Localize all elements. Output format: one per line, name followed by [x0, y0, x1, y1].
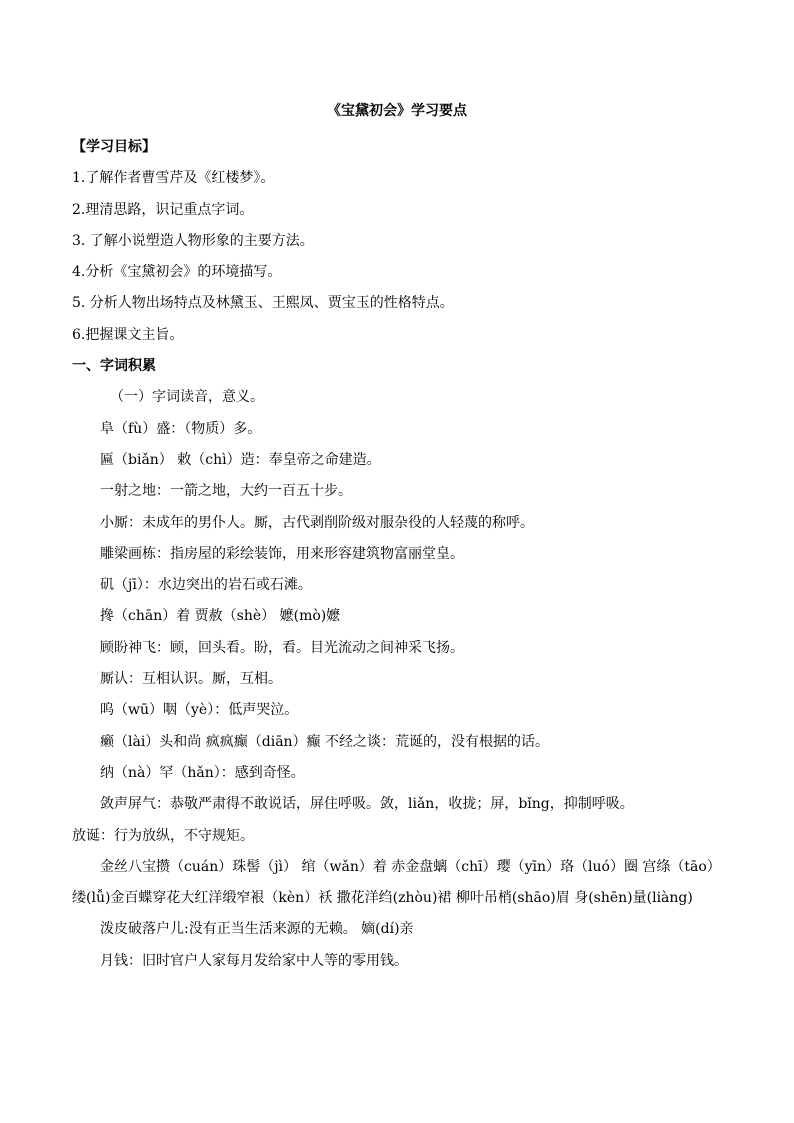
subsection-heading: （一）字词读音，意义。: [110, 389, 264, 406]
vocab-item: 顾盼神飞：顾，回头看。盼，看。目光流动之间神采飞扬。: [100, 639, 464, 656]
vocab-item: 雕梁画栋：指房屋的彩绘装饰，用来形容建筑物富丽堂皇。: [100, 545, 464, 562]
objective-item: 1.了解作者曹雪芹及《红楼梦》。: [72, 170, 275, 187]
vocab-item: 呜（wū）咽（yè）：低声哭泣。: [100, 702, 299, 719]
vocab-paragraph: 敛声屏气：恭敬严肃得不敢说话，屏住呼吸。敛，liǎn，收拢；屏，bǐng，抑制呼吸。: [100, 796, 634, 813]
vocab-item: 厮认：互相认识。厮，互相。: [100, 671, 282, 688]
document-body: [72, 132, 722, 977]
document-title: 《宝黛初会》学习要点: [327, 103, 467, 119]
vocab-item: 月钱：旧时官户人家每月发给家中人等的零用钱。: [100, 952, 408, 969]
vocab-item: 搀（chān）着 贾赦（shè） 嬷(mò)嬷: [100, 608, 341, 625]
vocab-paragraph: 金丝八宝攒（cuán）珠髻（jì） 绾（wǎn）着 赤金盘螭（chī）璎（yīn）珞（luó）圈 宫绦（tāo） 缕(lǚ)金百蝶穿花大红洋缎窄裉（kèn）袄 撒花洋绉(zhòu)裙 柳叶吊梢(shāo)眉 身(shēn)量(liàng): [72, 858, 721, 907]
vocab-item: 匾（biǎn） 敕（chì）造：奉皇帝之命建造。: [100, 451, 381, 468]
vocab-item: 矶（jī）：水边突出的岩石或石滩。: [100, 577, 312, 594]
section-heading: 一、字词积累: [72, 358, 156, 375]
objective-item: 6.把握课文主旨。: [72, 326, 184, 343]
objective-item: 3. 了解小说塑造人物形象的主要方法。: [72, 232, 314, 249]
objectives-heading: 【学习目标】: [72, 139, 156, 155]
objective-item: 5. 分析人物出场特点及林黛玉、王熙凤、贾宝玉的性格特点。: [72, 295, 454, 312]
vocab-item: 阜（fù）盛：（物质）多。: [100, 420, 262, 437]
vocab-item: 放诞：行为放纵，不守规矩。: [72, 827, 254, 844]
objective-item: 4.分析《宝黛初会》的环境描写。: [72, 264, 282, 281]
objective-item: 2.理清思路，识记重点字词。: [72, 201, 254, 218]
vocab-item: 纳（nà）罕（hǎn）：感到奇怪。: [100, 764, 305, 781]
vocab-item: 一射之地：一箭之地，大约一百五十步。: [100, 483, 352, 500]
vocab-item: 小厮：未成年的男仆人。厮，古代剥削阶级对服杂役的人轻蔑的称呼。: [100, 514, 534, 531]
vocab-item: 癞（lài）头和尚 疯疯癫（diān）癫 不经之谈：荒诞的，没有根据的话。: [100, 733, 550, 750]
vocab-item: 泼皮破落户儿:没有正当生活来源的无赖。 嫡(dí)亲: [100, 921, 414, 938]
